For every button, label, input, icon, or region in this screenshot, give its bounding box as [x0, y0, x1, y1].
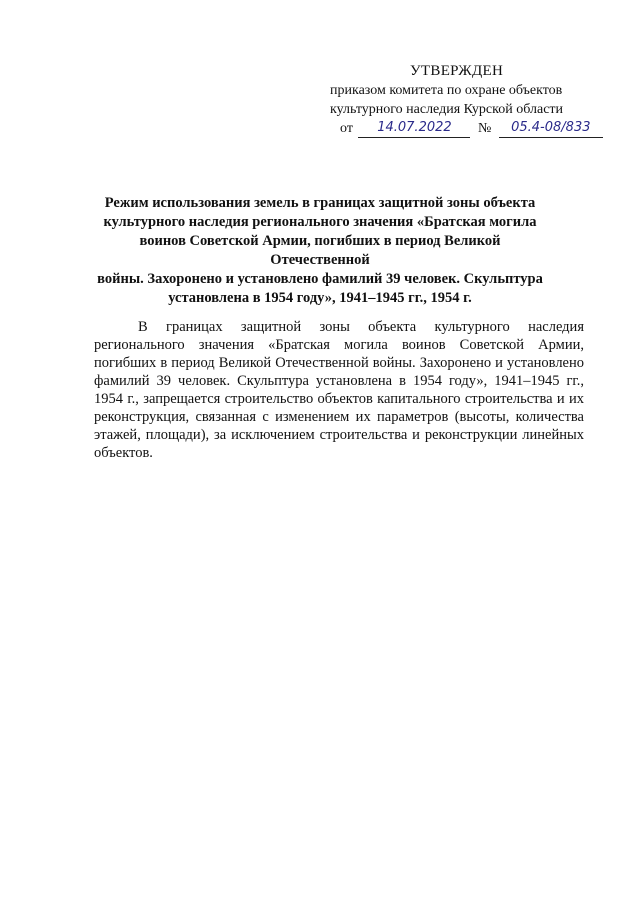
title-line-1: Режим использования земель в границах защитной зоны объекта — [104, 195, 536, 211]
title-line-3: воинов Советской Армии, погибших в период Великой Отечественной — [139, 233, 501, 268]
handwritten-date: 14.07.2022 — [358, 119, 470, 138]
handwritten-number: 05.4-08/833 — [499, 119, 603, 138]
approval-block — [330, 62, 620, 141]
from-label: от — [340, 121, 353, 136]
title-line-5: установлена в 1954 году», 1941–1945 гг., 1954 г. — [168, 290, 472, 306]
document-title — [88, 194, 552, 308]
approval-line-2: культурного наследия Курской области — [330, 102, 564, 117]
approval-heading: УТВЕРЖДЕН — [410, 63, 504, 79]
body-paragraph: В границах защитной зоны объекта культурного наследия регионального значения «Братская могила воинов Советской Армии, погибших в период Великой Отечественной войны. Захоронено и установлено фамилий 39 человек. Скульптура установлена в 1954 году», 1941–1945 гг., 1954 г., запрещается строительство объектов капитального строительства и их реконструкция, связанная с изменением их параметров (высоты, количества этажей, площади), за исключением строительства и реконструкции линейных объектов. — [94, 319, 584, 461]
number-label: № — [477, 121, 492, 136]
approval-date-line — [340, 119, 620, 141]
title-line-4: войны. Захоронено и установлено фамилий 39 человек. Скульптура — [97, 271, 543, 287]
approval-line-1: приказом комитета по охране объектов — [330, 83, 563, 98]
title-line-2: культурного наследия регионального значения «Братская могила — [103, 214, 537, 230]
